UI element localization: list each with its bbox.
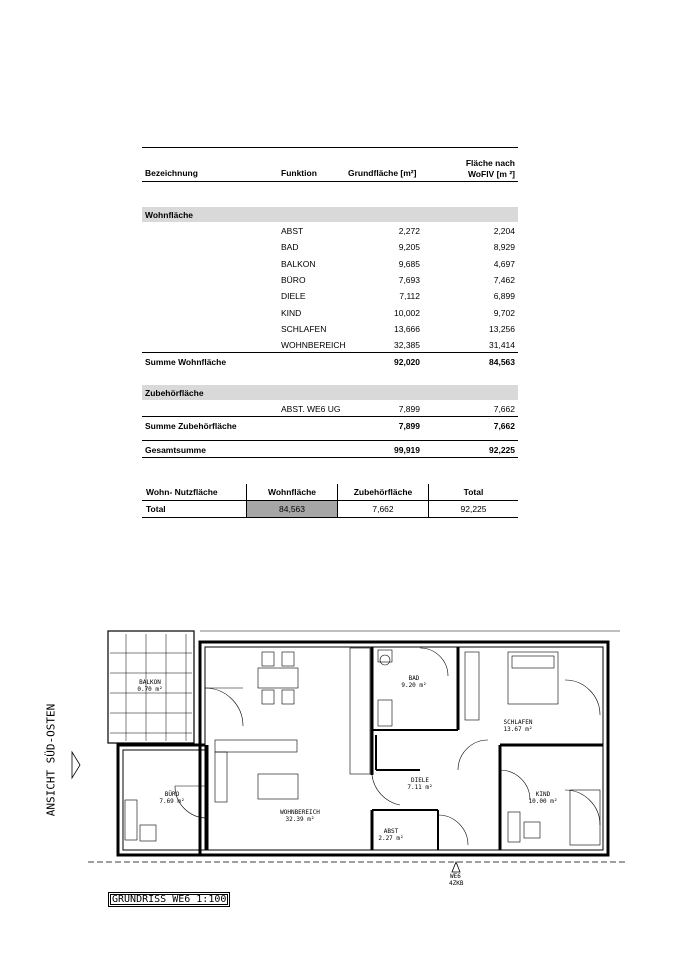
plan-title-box bbox=[108, 892, 230, 907]
room-name: WOHNBEREICH bbox=[280, 809, 320, 816]
wohn-row-grund: 10,002 bbox=[394, 307, 420, 318]
side-label: ANSICHT SÜD-OSTEN bbox=[44, 703, 58, 817]
room-name: BAD bbox=[408, 675, 420, 682]
wohn-row-funktion: BALKON bbox=[281, 258, 316, 269]
summary-header-wohn: Wohnfläche bbox=[247, 484, 338, 501]
plan-title: GRUNDRISS WE6 1:100 bbox=[112, 894, 227, 905]
summary-table bbox=[142, 484, 518, 518]
wohn-row-woflv: 13,256 bbox=[489, 323, 515, 334]
wohn-row-woflv: 7,462 bbox=[493, 274, 515, 285]
section-band-wohnflaeche bbox=[142, 207, 518, 222]
header-funktion: Funktion bbox=[281, 168, 317, 178]
header-woflv-line1: Fläche nach bbox=[465, 158, 515, 168]
room-name: ABST bbox=[383, 828, 399, 835]
summary-total-label: Total bbox=[142, 501, 247, 518]
room-name: BALKON bbox=[139, 679, 161, 686]
room-area: 0.70 m² bbox=[137, 686, 163, 693]
wohn-row-grund: 13,666 bbox=[394, 323, 420, 334]
room-area: 7.69 m² bbox=[159, 798, 185, 805]
summary-total-value: 92,225 bbox=[429, 501, 519, 518]
sum-zubehoer-grund: 7,899 bbox=[398, 421, 420, 431]
room-area: 32.39 m² bbox=[285, 816, 315, 823]
wohn-row-woflv: 6,899 bbox=[493, 291, 515, 302]
entry-arrow-icon bbox=[452, 862, 460, 872]
header-grundflaeche: Grundfläche [m²] bbox=[348, 168, 417, 178]
sum-wohnflaeche-grund: 92,020 bbox=[394, 357, 420, 367]
wohn-row-funktion: WOHNBEREICH bbox=[281, 340, 346, 351]
entry-label-zkb: 4ZKB bbox=[449, 880, 464, 887]
room-name: BÜRO bbox=[164, 791, 180, 798]
sum-wohnflaeche-label: Summe Wohnfläche bbox=[145, 357, 227, 367]
wohn-row-woflv: 2,204 bbox=[493, 226, 515, 236]
summary-header-zub: Zubehörfläche bbox=[338, 484, 429, 501]
room-name: DIELE bbox=[410, 777, 430, 784]
header-woflv-line2: WoFlV [m ²] bbox=[467, 169, 515, 179]
wohn-row-grund: 32,385 bbox=[394, 340, 420, 351]
outer-wall bbox=[200, 642, 608, 855]
wohn-row-funktion: SCHLAFEN bbox=[281, 323, 327, 334]
gesamt-bottom-rule bbox=[142, 457, 518, 458]
header-bezeichnung: Bezeichnung bbox=[145, 168, 198, 178]
sum-wohnflaeche-woflv: 84,563 bbox=[489, 357, 515, 367]
wohn-row-funktion: DIELE bbox=[281, 291, 306, 302]
view-arrow-icon bbox=[72, 752, 80, 778]
room-area: 9.20 m² bbox=[401, 682, 427, 689]
wohn-row-funktion: ABST bbox=[281, 226, 304, 236]
wohn-row-grund: 7,112 bbox=[399, 291, 420, 302]
section-label-zubehoer: Zubehörfläche bbox=[145, 388, 204, 398]
outer-wall-inner bbox=[205, 647, 603, 850]
wohn-row-funktion: BÜRO bbox=[281, 274, 306, 285]
gesamtsumme-woflv: 92,225 bbox=[489, 445, 515, 455]
wohn-row-woflv: 8,929 bbox=[493, 242, 515, 253]
entry-label-we6: WE6 bbox=[450, 873, 461, 880]
wohn-row-woflv: 9,702 bbox=[493, 307, 515, 318]
summary-value-row bbox=[142, 501, 518, 518]
gesamtsumme-grund: 99,919 bbox=[394, 445, 420, 455]
wohn-row-woflv: 4,697 bbox=[493, 258, 515, 269]
gesamtsumme-label: Gesamtsumme bbox=[145, 445, 206, 455]
wohn-row-funktion: KIND bbox=[281, 307, 302, 318]
room-area: 10.00 m² bbox=[528, 798, 558, 805]
summary-header-total: Total bbox=[429, 484, 519, 501]
room-area: 13.67 m² bbox=[503, 726, 533, 733]
zubehoer-row-woflv: 7,662 bbox=[493, 404, 515, 414]
summary-header-row bbox=[142, 484, 518, 501]
summary-header-nutz: Wohn- Nutzfläche bbox=[142, 484, 247, 501]
gesamt-rule bbox=[142, 440, 518, 441]
zubehoer-row-grund: 7,899 bbox=[398, 404, 420, 414]
summary-zub-value: 7,662 bbox=[338, 501, 429, 518]
room-name: KIND bbox=[535, 791, 551, 798]
floor-plan bbox=[0, 600, 679, 910]
table-top-rule bbox=[142, 147, 518, 148]
wohn-row-woflv: 31,414 bbox=[489, 340, 515, 351]
sum-wohn-rule bbox=[142, 352, 518, 353]
summary-wohn-value: 84,563 bbox=[247, 501, 338, 518]
header-rule bbox=[142, 181, 518, 182]
wohn-row-grund: 9,685 bbox=[398, 258, 420, 269]
sum-zubehoer-label: Summe Zubehörfläche bbox=[145, 421, 237, 431]
zubehoer-row-funktion: ABST. WE6 UG bbox=[281, 404, 341, 414]
room-area: 7.11 m² bbox=[407, 784, 433, 791]
sum-zubehoer-woflv: 7,662 bbox=[493, 421, 515, 431]
wohn-row-grund: 7,693 bbox=[398, 274, 420, 285]
room-area: 2.27 m² bbox=[378, 835, 404, 842]
sum-zubehoer-rule bbox=[142, 416, 518, 417]
section-label-wohnflaeche: Wohnfläche bbox=[145, 210, 194, 220]
wohn-row-grund: 9,205 bbox=[398, 242, 420, 253]
wohn-row-funktion: BAD bbox=[281, 242, 299, 253]
wohn-row-grund: 2,272 bbox=[398, 226, 420, 236]
room-name: SCHLAFEN bbox=[503, 719, 533, 726]
